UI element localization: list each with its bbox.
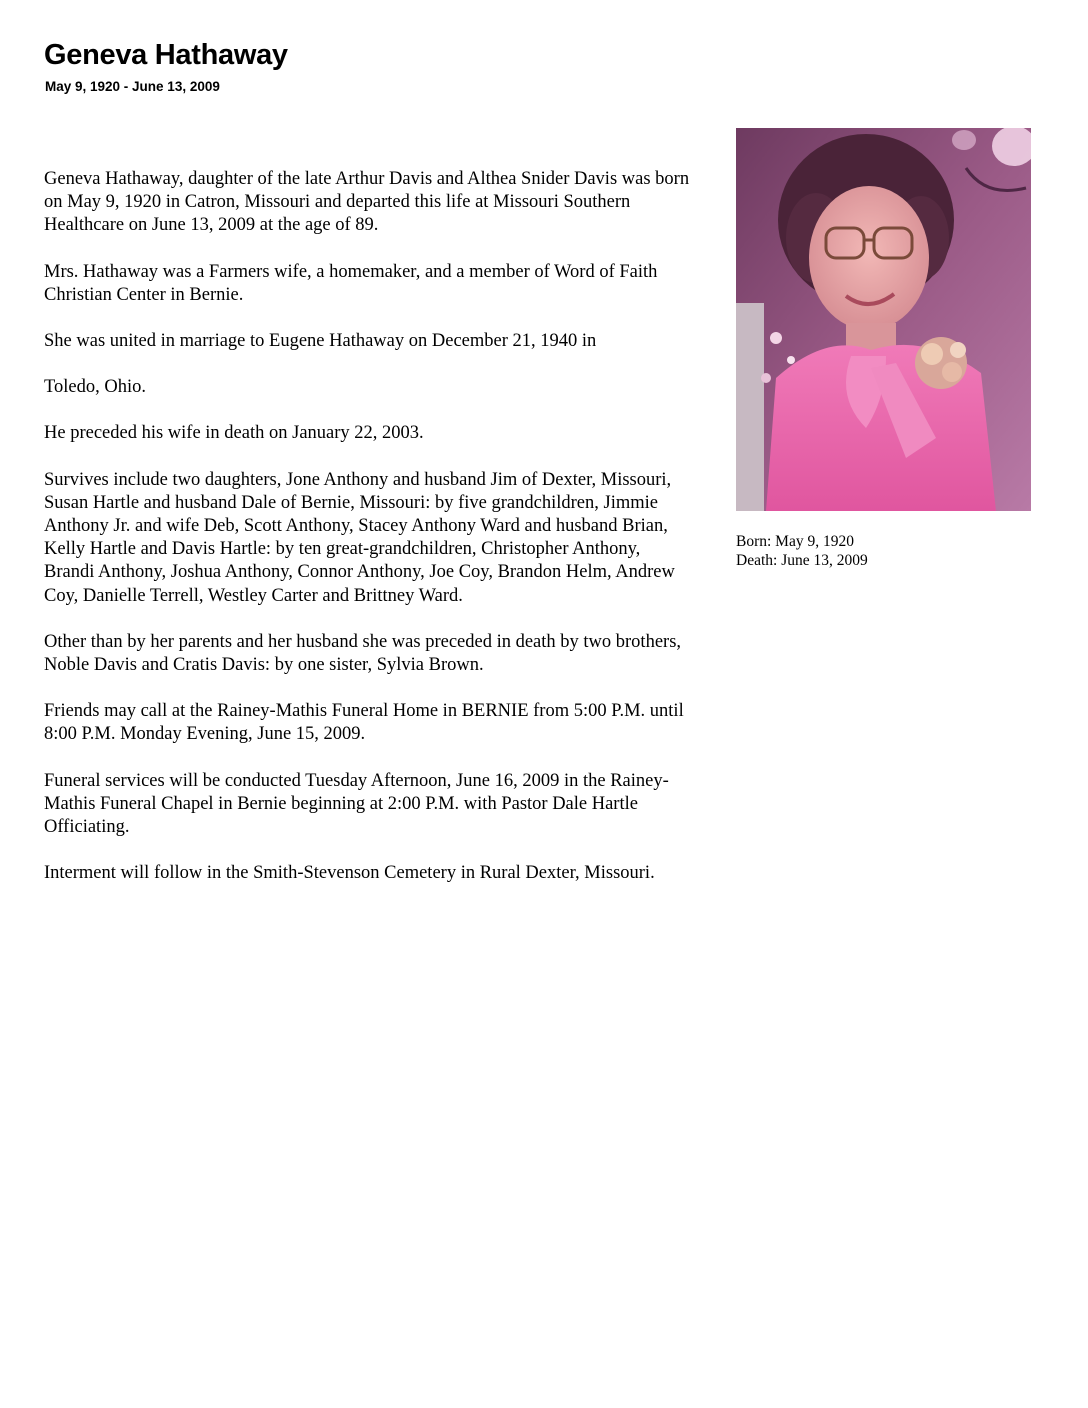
born-date: Born: May 9, 1920 bbox=[736, 533, 854, 550]
paragraph-marriage: She was united in marriage to Eugene Hathaway on December 21, 1940 in bbox=[44, 331, 597, 352]
paragraph-visitation: Friends may call at the Rainey-Mathis Funeral Home in BERNIE from 5:00 P.M. until 8:00 P.M. Monday Evening, June 15, 2009. bbox=[44, 701, 684, 745]
paragraph-interment: Interment will follow in the Smith-Stevenson Cemetery in Rural Dexter, Missouri. bbox=[44, 863, 655, 884]
paragraph-birth: Geneva Hathaway, daughter of the late Arthur Davis and Althea Snider Davis was born on May 9, 1920 in Catron, Missouri and departed this life at Missouri Southern Healthcare on June 13, 2009 at the age of 89. bbox=[44, 169, 690, 236]
paragraph-funeral: Funeral services will be conducted Tuesday Afternoon, June 16, 2009 in the Rainey-Mathis Funeral Chapel in Bernie beginning at 2:00 P.M. with Pastor Dale Hartle Officiating. bbox=[44, 770, 669, 838]
paragraph-marriage-place: Toledo, Ohio. bbox=[44, 377, 146, 398]
paragraph-survivors: Survives include two daughters, Jone Anthony and husband Jim of Dexter, Missouri, Susan Hartle and husband Dale of Bernie, Missouri: by five grandchildren, Jimmie Anthony Jr. and wife Deb, Scott Anthony, Stacey Anthony Ward and husband Brian, Kelly Hartle and Davis Hartle: by ten great-grandchildren, Christopher Anthony, Brandi Anthony, Joshua Anthony, Connor Anthony, Joe Coy, Brandon Helm, Andrew Coy, Danielle Terrell, Westley Carter and Brittney Ward. bbox=[44, 469, 675, 606]
portrait-photo bbox=[736, 128, 1031, 511]
paragraph-preceded: Other than by her parents and her husband she was preceded in death by two brothers, Noble Davis and Cratis Davis: by one sister, Sylvia Brown. bbox=[44, 631, 682, 676]
life-dates: May 9, 1920 - June 13, 2009 bbox=[45, 79, 220, 94]
page-title: Geneva Hathaway bbox=[44, 39, 288, 71]
paragraph-husband-death: He preceded his wife in death on January 22, 2003. bbox=[44, 423, 424, 444]
photo-caption bbox=[736, 532, 868, 570]
paragraph-occupation: Mrs. Hathaway was a Farmers wife, a homemaker, and a member of Word of Faith Christian Center in Bernie. bbox=[44, 261, 658, 305]
death-date: Death: June 13, 2009 bbox=[736, 552, 868, 569]
obituary-body bbox=[44, 168, 694, 908]
